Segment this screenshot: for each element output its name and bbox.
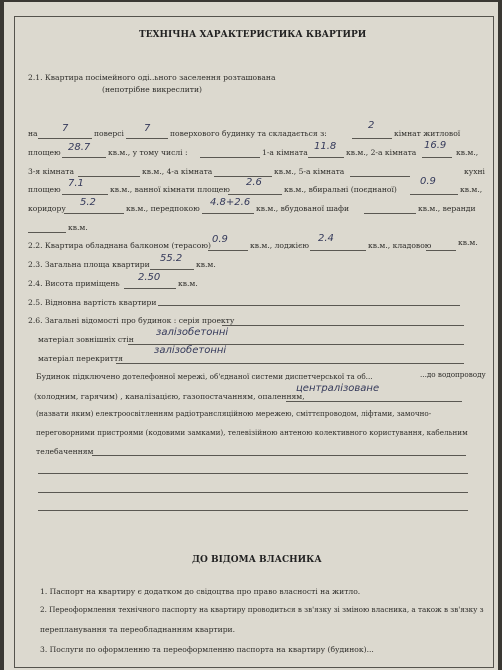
label-kvm-22: кв.м.	[458, 238, 478, 247]
room2-value: 16.9	[424, 140, 447, 151]
blank-line-3	[38, 510, 468, 511]
label-kitchen: кухні	[464, 167, 485, 176]
heating-value: централізоване	[296, 383, 380, 394]
notice-item-2a: 2. Переоформлення технічного паспорту на квартиру проводиться в зв'язку зі зміною власника, а також в зв'язку з	[40, 605, 484, 614]
label-room4: кв.м., 4-а кімната	[142, 167, 213, 176]
bathroom-value: 2.6	[246, 177, 262, 188]
balcony-value: 0.9	[212, 234, 228, 245]
label-kvm: кв.м.,	[456, 148, 479, 157]
label-area: площею	[28, 148, 61, 157]
walls-value: залізобетонні	[156, 327, 229, 338]
label-kvm-end: кв.м.,	[460, 185, 483, 194]
loggia-value: 2.4	[318, 233, 334, 244]
label-hall: кв.м., передпокою	[126, 204, 200, 213]
document-page	[4, 2, 498, 670]
rooms-value: 2	[368, 120, 375, 131]
section-2-4-label: 2.4. Висота приміщень	[28, 279, 120, 288]
label-kvm-last: кв.м.	[68, 223, 88, 232]
connections-line1c: ...до водопроводу	[420, 370, 486, 379]
connections-line3: (назвати яким) електроосвітленням радіотрансляційною мережею, сміттєпроводом, ліфтами, замочно-	[36, 409, 432, 418]
connections-line5: телебаченням	[36, 447, 94, 456]
ceiling-value: залізобетонні	[154, 345, 227, 356]
label-room3: 3-я кімната	[28, 167, 75, 176]
blank-line-2	[38, 492, 468, 493]
notice-item-1: 1. Паспорт на квартиру є додатком до свідоцтва про право власності на житло.	[40, 587, 361, 596]
label-room5: кв.м., 5-а кімната	[274, 167, 345, 176]
label-living-rooms: кімнат житлової	[394, 129, 461, 138]
label-veranda: кв.м., веранди	[418, 204, 476, 213]
label-bathroom: кв.м., ванної кімнати площею	[110, 185, 230, 194]
page-title: ТЕХНІЧНА ХАРАКТЕРИСТИКА КВАРТИРИ	[139, 30, 367, 40]
label-including: кв.м., у тому числі :	[108, 148, 188, 157]
label-room2: кв.м., 2-а кімната	[346, 148, 417, 157]
label-walls: матеріал зовнішніх стін	[38, 335, 134, 344]
corridor-value: 5.2	[80, 197, 96, 208]
living-area-value: 28.7	[68, 142, 91, 153]
connections-line4: переговорними пристроями (кодовими замками), телевізійною антеною колективного користування, кабельним	[36, 428, 468, 437]
label-kvm-24: кв.м.	[178, 279, 198, 288]
label-room1: 1-а кімната	[262, 148, 308, 157]
total-area-value: 55.2	[160, 253, 183, 264]
room1-value: 11.8	[314, 141, 337, 152]
label-toilet: кв.м., вбиральні (поєднаної)	[284, 185, 397, 194]
section-2-6-label: 2.6. Загальні відомості про будинок : серія проекту	[28, 316, 235, 325]
label-poversi: поверсі	[94, 129, 124, 138]
label-kvm-23: кв.м.	[196, 260, 216, 269]
blank-line-1	[38, 473, 468, 474]
section-2-3-label: 2.3. Загальна площа квартири	[28, 260, 150, 269]
toilet-value: 0.9	[420, 176, 436, 187]
floor-value: 7	[62, 123, 69, 134]
label-na: на	[28, 129, 38, 138]
hall-value: 4.8+2.6	[210, 197, 251, 208]
kitchen-value: 7.1	[68, 178, 84, 189]
section-2-2-label: 2.2. Квартира обладнана балконом (терасою)	[28, 241, 211, 250]
notice-item-3: 3. Послуги по оформленню та переоформленню паспорта на квартиру (будинок)...	[40, 645, 374, 654]
section-2-1-heading: 2.1. Квартира посімейного оді..ьного заселення розташована	[28, 73, 276, 82]
notice-item-2b: перепланування та переобладнанням квартири.	[40, 625, 236, 634]
ceiling-height-value: 2.50	[138, 272, 161, 283]
connections-line2: (холодним, гарячим) , каналізацією, газопостачанням, опаленням,	[34, 392, 305, 401]
section-2-1-note: (непотрібне викреслити)	[102, 85, 202, 94]
label-ceiling: матеріал перекриття	[38, 354, 123, 363]
label-loggia: кв.м., лоджією	[250, 241, 309, 250]
label-storage: кв.м., кладовою	[368, 241, 432, 250]
floors-total-value: 7	[144, 123, 151, 134]
label-closet: кв.м., вбудованої шафи	[256, 204, 350, 213]
label-kitchen-area: площею	[28, 185, 61, 194]
connections-line1b: телефонної мережі, об'єднаної системи диспетчерської та об...	[132, 372, 373, 381]
label-building: поверхового будинку та складається з:	[170, 129, 327, 138]
connections-line1a: Будинок підключено до	[36, 372, 132, 381]
notice-title: ДО ВІДОМА ВЛАСНИКА	[192, 555, 322, 565]
label-corridor: коридору	[28, 204, 66, 213]
section-2-5-label: 2.5. Відновна вартість квартири	[28, 298, 157, 307]
